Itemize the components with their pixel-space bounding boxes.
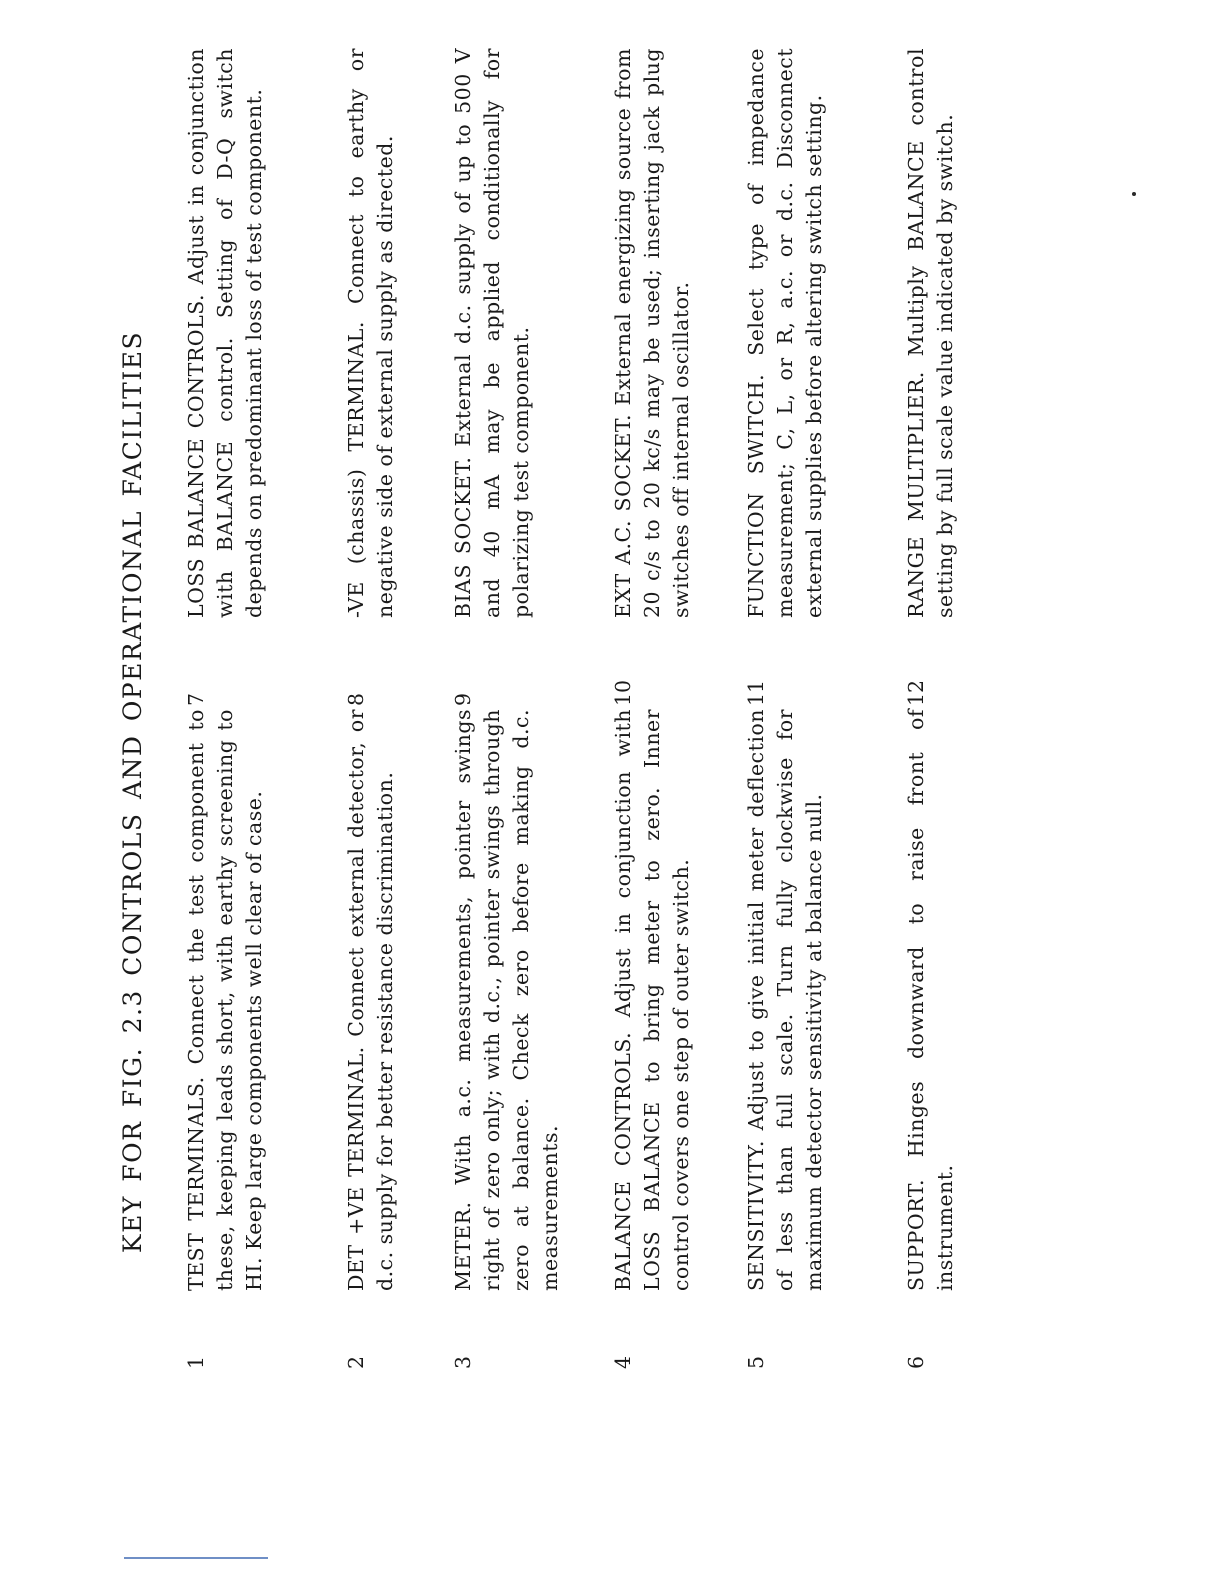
document-title: KEY FOR FIG. 2.3 CONTROLS AND OPERATIONAL FACILITIES (118, 330, 147, 1254)
entry-number: 4 (611, 1355, 635, 1369)
entry-text: EXT A.C. SOCKET. External energizing source from 20 c/s to 20 kc/s may be used; inserting jack plug switches off internal oscillator. (611, 48, 693, 618)
entry-text: BIAS SOCKET. External d.c. supply of up to 500 V and 40 mA may be applied conditionally for polarizing test component. (451, 48, 533, 618)
scan-speck (1132, 192, 1136, 196)
entry-number: 6 (904, 1355, 928, 1369)
entry-text: METER. With a.c. measurements, pointer swings right of zero only; with d.c., pointer swings through zero at balance. Check zero before making d.c. measurements. (451, 709, 562, 1291)
entry-text: -VE (chassis) TERMINAL. Connect to earthy or negative side of external supply as directed. (344, 48, 397, 618)
entry-text: BALANCE CONTROLS. Adjust in conjunction with LOSS BALANCE to bring meter to zero. Inner control covers one step of outer switch. (611, 709, 693, 1291)
entry-number: 5 (744, 1355, 768, 1369)
entry-text: LOSS BALANCE CONTROLS. Adjust in conjunction with BALANCE control. Setting of D-Q switch depends on predominant loss of test component. (184, 48, 266, 618)
entry-number: 1 (184, 1355, 208, 1369)
entry-text: RANGE MULTIPLIER. Multiply BALANCE control setting by full scale value indicated by switch. (904, 48, 957, 618)
entry-number: 10 (611, 679, 635, 706)
footer-rule (124, 1557, 268, 1559)
entry-text: FUNCTION SWITCH. Select type of impedance measurement; C, L, or R, a.c. or d.c. Disconnect external supplies before altering switch setting. (744, 48, 826, 618)
entry-number: 3 (451, 1355, 475, 1369)
entry-text: DET +VE TERMINAL. Connect external detector, or d.c. supply for better resistance discrimination. (344, 709, 397, 1291)
entry-text: TEST TERMINALS. Connect the test component to these, keeping leads short, with earthy screening to HI. Keep large components well clear of case. (184, 709, 266, 1291)
entry-number: 12 (904, 679, 928, 706)
entry-text: SUPPORT. Hinges downward to raise front of instrument. (904, 709, 957, 1291)
entry-number: 9 (451, 692, 475, 706)
entry-text: SENSITIVITY. Adjust to give initial meter deflection of less than full scale. Turn fully clockwise for maximum detector sensitivity at balance null. (744, 709, 826, 1291)
entry-number: 8 (344, 692, 368, 706)
entry-number: 2 (344, 1355, 368, 1369)
entry-number: 11 (744, 679, 768, 706)
entry-number: 7 (184, 692, 208, 706)
